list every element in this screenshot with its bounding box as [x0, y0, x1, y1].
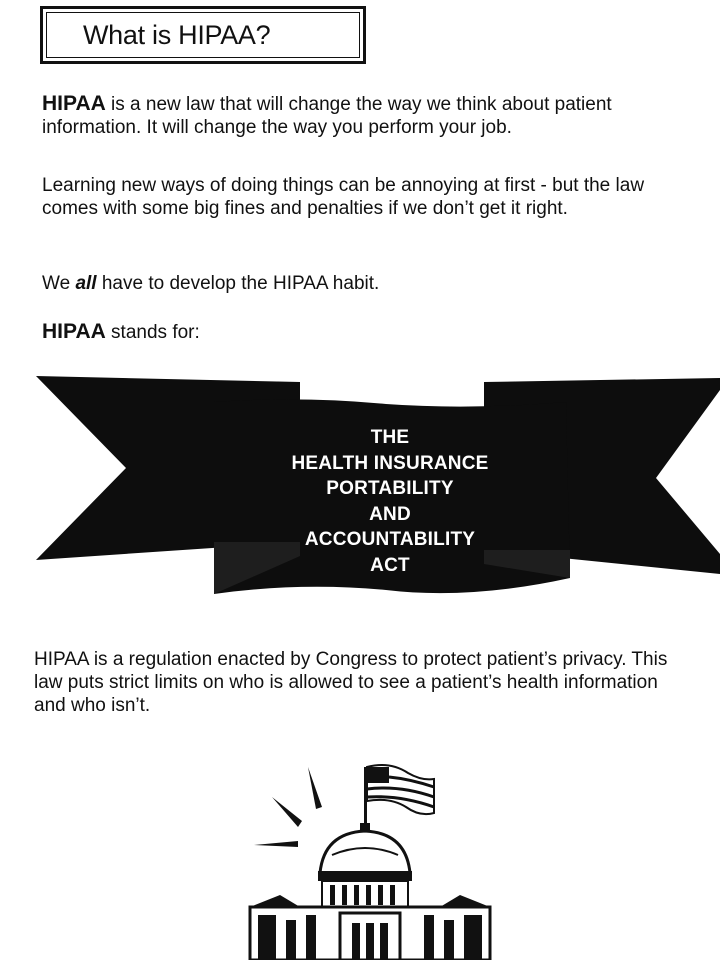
hipaa-bold-2: HIPAA: [42, 320, 106, 343]
flag: [367, 765, 434, 814]
habit-start: We: [42, 273, 76, 294]
banner-text: [230, 425, 550, 578]
learning-paragraph: Learning new ways of doing things can be annoying at first - but the law comes with some big fines and penalties if we don’t get it right.: [42, 175, 645, 219]
page-title: What is HIPAA?: [83, 20, 271, 50]
intro-text: is a new law that will change the way we think about patient information. It will change the way you perform your job.: [42, 94, 612, 138]
intro-paragraph: [42, 92, 682, 139]
ray-3: [254, 841, 298, 847]
habit-emphasis: all: [75, 273, 97, 294]
banner-line-3: PORTABILITY: [326, 478, 454, 499]
stands-for-text: stands for:: [105, 322, 200, 343]
stands-for-paragraph: [42, 320, 682, 344]
banner-line-6: ACT: [370, 554, 410, 576]
habit-paragraph: [42, 272, 682, 295]
banner-line-4: AND: [369, 503, 411, 525]
title-box: [40, 6, 366, 64]
ray-2: [308, 767, 322, 809]
regulation-paragraph: HIPAA is a regulation enacted by Congress to protect patient’s privacy. This law puts strict limits on who is allowed to see a patient’s health information and who isn’t.: [34, 649, 668, 716]
habit-end: have to develop the HIPAA habit.: [96, 273, 380, 294]
banner-line-1: THE: [370, 427, 410, 448]
banner-line-5: ACCOUNTABILITY: [304, 529, 476, 550]
dome: [318, 823, 412, 907]
hipaa-bold: HIPAA: [42, 92, 106, 115]
capitol-building-with-flag-icon: [240, 755, 500, 960]
ray-1: [272, 797, 302, 827]
banner-line-2: HEALTH INSURANCE: [291, 452, 489, 474]
